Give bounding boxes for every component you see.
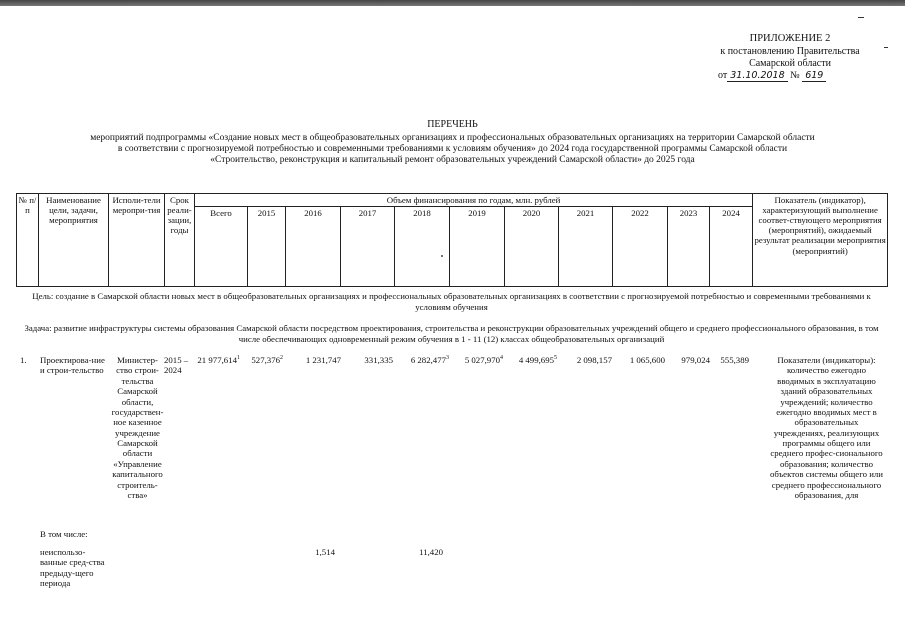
header-year: 2022 <box>613 207 668 287</box>
number-value: 619 <box>802 70 826 82</box>
heading-line3: «Строительство, реконструкция и капитальный ремонт образовательных учреждений Самарской области» до 2025 года <box>210 155 695 166</box>
value-2024: 555,389 <box>720 355 749 365</box>
value-2023: 979,024 <box>681 355 710 365</box>
header-name: Наименование цели, задачи, мероприятия <box>39 194 109 287</box>
goal-text: Цель: создание в Самарской области новых мест в общеобразовательных организациях и профессиональных образовательных организациях в соответствии с прогнозируемой потребностью и современными требованиями к условиям обучения <box>32 291 871 312</box>
task-text: Задача: развитие инфраструктуры системы образования Самарской области посредством проектирования, строительства и реконструкции образовательных учреждений общего и среднего профессионального образования, в том числе обеспечивающих одновременный режим обучения в 1 - 11 (12) классах общеобразовательных организаций <box>24 323 879 344</box>
header-year: 2024 <box>710 207 753 287</box>
row-term: 2015 – 2024 <box>164 355 189 376</box>
scan-mark <box>858 17 864 18</box>
heading-title: ПЕРЕЧЕНЬ <box>427 119 478 130</box>
funding-table-header <box>16 193 888 287</box>
row-indicator: Показатели (индикаторы): количество ежегодно вводимых в эксплуатацию зданий образовательных учреждений; количество ежегодно вводимых мест в образовательных учреждениях, реализующих программы общего или среднего профес-сионального образования; количество объектов системы общего или среднего профессионального образования, для <box>769 355 884 500</box>
unused-funds-label: неиспользо-ванные сред-ства предыду-щего периода <box>40 547 105 589</box>
heading-line2: в соответствии с прогнозируемой потребностью и современными требованиями к условиям обучения» до 2024 года государственной программы Самарской области <box>117 143 788 154</box>
date-value: 31.10.2018 <box>727 70 787 82</box>
value-2019: 5 027,970$^4$ <box>464 355 503 365</box>
scan-mark <box>884 47 888 48</box>
header-term: Срок реали-зации, годы <box>165 194 195 287</box>
header-year: 2017 <box>341 207 395 287</box>
header-funding: Объем финансирования по годам, млн. рублей <box>195 194 753 207</box>
value-2015: 527,376$^2$ <box>251 355 283 365</box>
header-indicator: Показатель (индикатор), характеризующий выполнение соответ-ствующего мероприятия (мероприятий), ожидаемый результат реализации мероприятия (мероприятий) <box>753 194 888 287</box>
value-2017: 331,335 <box>364 355 393 365</box>
appendix-line1: к постановлению Правительства <box>720 45 860 57</box>
value-total: 21 977,614$^1$ <box>197 355 240 365</box>
value-2022: 1 065,600 <box>629 355 665 365</box>
appendix-block <box>700 33 880 82</box>
date-prefix: от <box>718 69 728 81</box>
value-2020: 4 499,695$^5$ <box>518 355 557 365</box>
header-executors: Исполи-тели меропри-тия <box>109 194 165 287</box>
header-year: 2015 <box>248 207 286 287</box>
appendix-title: ПРИЛОЖЕНИЕ 2 <box>749 33 831 44</box>
scan-speck <box>441 255 443 257</box>
header-total: Всего <box>195 207 248 287</box>
number-prefix: № <box>790 69 800 81</box>
header-year: 2016 <box>286 207 341 287</box>
scan-top-edge <box>0 0 905 6</box>
value-2016: 1 231,747 <box>305 355 341 365</box>
row-executors: Министер-ство строи-тельства Самарской области, государствен-ное казенное учреждение Самарской области «Управление капитального строитель-ства» <box>111 355 164 500</box>
unused-2018: 11,420 <box>419 547 443 557</box>
value-2021: 2 098,157 <box>576 355 612 365</box>
unused-2016: 1,514 <box>315 547 335 557</box>
row-name: Проектирова-ние и строи-тельство <box>40 355 105 376</box>
header-year: 2019 <box>450 207 505 287</box>
appendix-dateline <box>700 70 880 82</box>
value-2018: 6 282,477$^3$ <box>410 355 449 365</box>
row-number: 1. <box>20 355 27 365</box>
document-heading <box>0 119 905 167</box>
header-year: 2020 <box>505 207 559 287</box>
heading-line1: мероприятий подпрограммы «Создание новых мест в общеобразовательных организациях и профессиональных образовательных организациях на территории Самарской области <box>90 132 815 143</box>
appendix-line2: Самарской области <box>749 57 831 69</box>
header-year: 2018 <box>395 207 450 287</box>
header-year: 2023 <box>668 207 710 287</box>
header-num: № п/п <box>17 194 39 287</box>
header-year: 2021 <box>559 207 613 287</box>
in-total-label: В том числе: <box>40 529 88 539</box>
